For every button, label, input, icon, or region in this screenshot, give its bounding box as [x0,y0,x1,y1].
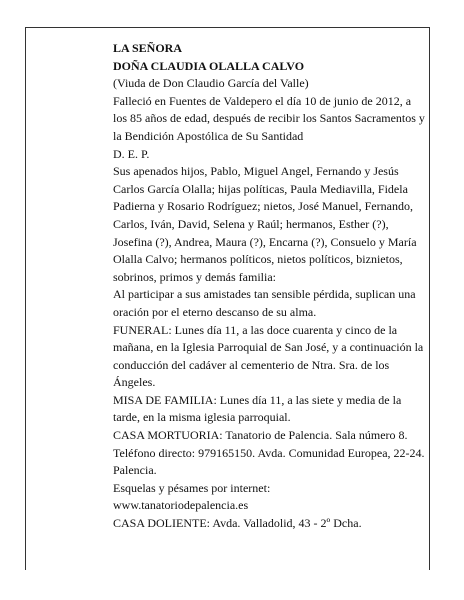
mortuary-info: CASA MORTUORIA: Tanatorio de Palencia. Sala número 8. Teléfono directo: 979165150. Avda. Comunidad Europea, 22-24. Palencia. [113,428,425,478]
family-list: Sus apenados hijos, Pablo, Miguel Angel, Fernando y Jesús Carlos García Olalla; hijas políticas, Paula Mediavilla, Fidela Padierna y Rosario Rodríguez; nietos, José Manuel, Fernando, Carlos, Iván, David, Selena y Raúl; hermanos, Esther (?), Josefina (?), Andrea, Maura (?), Encarna (?), Consuelo y María Olalla Calvo; hermanos políticos, nietos políticos, biznietos, sobrinos, primos y demás familia: [113,164,417,284]
dep-text: D. E. P. [113,146,150,161]
family-mass-info: MISA DE FAMILIA: Lunes día 11, a las siete y media de la tarde, en la misma iglesia parroquial. [113,392,402,425]
subtitle: (Viuda de Don Claudio García del Valle) [113,76,309,91]
home-address: CASA DOLIENTE: Avda. Valladolid, 43 - 2º Dcha. [113,516,362,531]
obituary-notice [113,40,425,533]
website-link[interactable]: www.tanatoriodepalencia.es [113,498,249,513]
death-info: Falleció en Fuentes de Valdepero el día 10 de junio de 2012, a los 85 años de edad, después de recibir los Santos Sacramentos y la Bendición Apostólica de Su Santidad [113,93,425,143]
request-text: Al participar a sus amistades tan sensible pérdida, suplican una oración por el eterno descanso de su alma. [113,287,416,319]
title-line-2: DOÑA CLAUDIA OLALLA CALVO [113,58,305,73]
frame-border-left [25,27,26,570]
frame-border-top [25,27,430,28]
title-line-1: LA SEÑORA [113,41,183,55]
frame-border-right [429,27,430,570]
funeral-info: FUNERAL: Lunes día 11, a las doce cuarenta y cinco de la mañana, en la Iglesia Parroquial de San José, y a continuación la conducción del cadáver al cementerio de Ntra. Sra. de los Ángeles. [113,322,424,390]
condolences-label: Esquelas y pésames por internet: [113,480,271,495]
